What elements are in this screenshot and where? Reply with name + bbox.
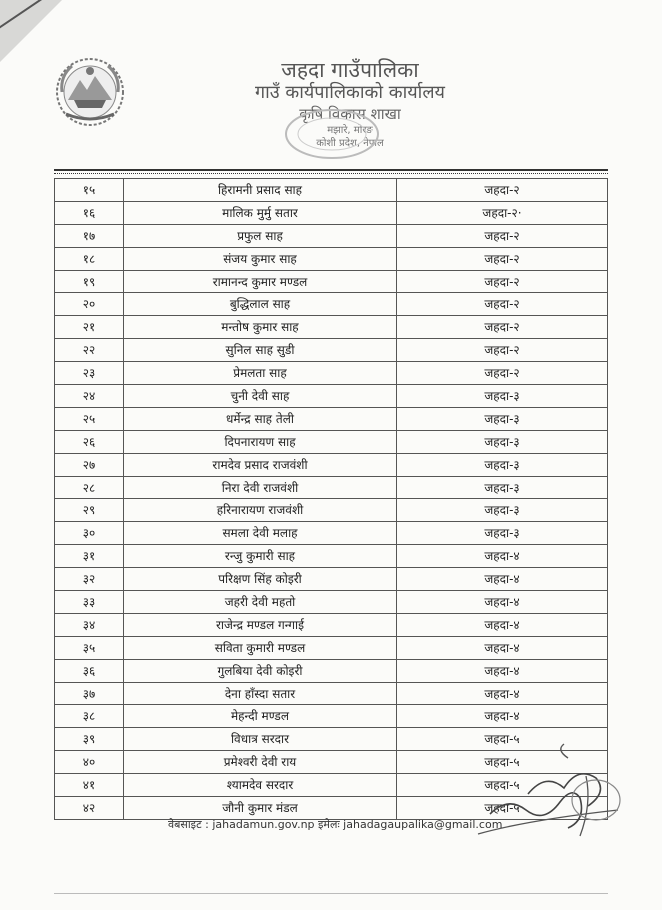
ward-address: जहदा-३ <box>397 430 608 453</box>
table-row <box>55 201 608 224</box>
beneficiary-name: परिक्षण सिंह कोइरी <box>124 568 397 591</box>
row-number: २२ <box>55 339 124 362</box>
row-number: ३८ <box>55 705 124 728</box>
row-number: ३३ <box>55 591 124 614</box>
municipality-name: जहदा गाउँपालिका <box>281 58 419 82</box>
beneficiary-name: मेहन्दी मण्डल <box>124 705 397 728</box>
table-row <box>55 339 608 362</box>
beneficiary-name: हरिनारायण राजवंशी <box>124 499 397 522</box>
table-row <box>55 568 608 591</box>
beneficiary-name: रामानन्द कुमार मण्डल <box>124 270 397 293</box>
office-name: गाउँ कार्यपालिकाको कार्यालय <box>255 82 445 103</box>
beneficiary-name: संजय कुमार साह <box>124 247 397 270</box>
ward-address: जहदा-२ <box>397 270 608 293</box>
ward-address: जहदा-४ <box>397 568 608 591</box>
row-number: २७ <box>55 453 124 476</box>
beneficiary-name: प्रफुल साह <box>124 224 397 247</box>
table-row <box>55 545 608 568</box>
beneficiary-name: मालिक मुर्मु सतार <box>124 201 397 224</box>
beneficiary-name: गुलबिया देवी कोइरी <box>124 659 397 682</box>
row-number: १९ <box>55 270 124 293</box>
beneficiary-name: समला देवी मलाह <box>124 522 397 545</box>
address-line-2: कोशी प्रदेश, नेपाल <box>316 138 384 149</box>
table-row <box>55 591 608 614</box>
ward-address: जहदा-४ <box>397 613 608 636</box>
beneficiary-name: श्यामदेव सरदार <box>124 774 397 797</box>
beneficiary-table <box>54 178 608 820</box>
table-row <box>55 247 608 270</box>
row-number: ४० <box>55 751 124 774</box>
beneficiary-name: प्रमेश्वरी देवी राय <box>124 751 397 774</box>
beneficiary-name: प्रेमलता साह <box>124 362 397 385</box>
row-number: ४१ <box>55 774 124 797</box>
ward-address: जहदा-४ <box>397 682 608 705</box>
beneficiary-name: जौनी कुमार मंडल <box>124 797 397 820</box>
table-row <box>55 270 608 293</box>
row-number: ३२ <box>55 568 124 591</box>
ward-address: जहदा-२ <box>397 179 608 202</box>
beneficiary-name: मन्तोष कुमार साह <box>124 316 397 339</box>
table-row <box>55 224 608 247</box>
ward-address: जहदा-२ <box>397 339 608 362</box>
ward-address: जहदा-३ <box>397 453 608 476</box>
table-row <box>55 476 608 499</box>
table-row <box>55 499 608 522</box>
row-number: १६ <box>55 201 124 224</box>
row-number: २८ <box>55 476 124 499</box>
header-rule <box>54 169 608 171</box>
ward-address: जहदा-२ <box>397 362 608 385</box>
beneficiary-name: देना हाँस्दा सतार <box>124 682 397 705</box>
ward-address: जहदा-४ <box>397 591 608 614</box>
row-number: १८ <box>55 247 124 270</box>
row-number: ३९ <box>55 728 124 751</box>
table-row <box>55 407 608 430</box>
table-row <box>55 705 608 728</box>
row-number: ३० <box>55 522 124 545</box>
table-row <box>55 682 608 705</box>
footer-contact: वेबसाइट : jahadamun.gov.np इमेलः jahadagaupalika@gmail.com <box>168 818 503 831</box>
ward-address: जहदा-४ <box>397 705 608 728</box>
beneficiary-name: सुनिल साह सुडी <box>124 339 397 362</box>
beneficiary-name: बुद्धिलाल साह <box>124 293 397 316</box>
ward-address: जहदा-३ <box>397 385 608 408</box>
ward-address: जहदा-२· <box>397 201 608 224</box>
section-name: कृषि विकास शाखा <box>299 105 401 123</box>
table-row <box>55 179 608 202</box>
ward-address: जहदा-३ <box>397 476 608 499</box>
table-body <box>55 179 608 820</box>
beneficiary-name: जहरी देवी महतो <box>124 591 397 614</box>
row-number: १७ <box>55 224 124 247</box>
ward-address: जहदा-४ <box>397 659 608 682</box>
table-row <box>55 613 608 636</box>
header-rule-dotted <box>54 173 608 174</box>
ward-address: जहदा-५ <box>397 774 608 797</box>
ward-address: जहदा-२ <box>397 293 608 316</box>
row-number: २१ <box>55 316 124 339</box>
beneficiary-name: धर्मेन्द्र साह तेली <box>124 407 397 430</box>
beneficiary-name: निरा देवी राजवंशी <box>124 476 397 499</box>
page-fold-corner <box>0 0 62 62</box>
row-number: २० <box>55 293 124 316</box>
row-number: २४ <box>55 385 124 408</box>
ward-address: जहदा-२ <box>397 224 608 247</box>
table-row <box>55 293 608 316</box>
row-number: ३५ <box>55 636 124 659</box>
table-row <box>55 316 608 339</box>
ward-address: जहदा-३ <box>397 499 608 522</box>
ward-address: जहदा-५ <box>397 728 608 751</box>
ward-address: जहदा-२ <box>397 316 608 339</box>
ward-address: जहदा-२ <box>397 247 608 270</box>
beneficiary-name: चुनी देवी साह <box>124 385 397 408</box>
row-number: ४२ <box>55 797 124 820</box>
address-line-1: मझारे, मोरङ <box>327 125 373 136</box>
beneficiary-name: रामदेव प्रसाद राजवंशी <box>124 453 397 476</box>
beneficiary-name: रन्जु कुमारी साह <box>124 545 397 568</box>
table-row <box>55 636 608 659</box>
beneficiary-name: राजेन्द्र मण्डल गन्गाई <box>124 613 397 636</box>
beneficiary-name: विधात्र सरदार <box>124 728 397 751</box>
table-row <box>55 362 608 385</box>
ward-address: जहदा-३ <box>397 522 608 545</box>
row-number: २६ <box>55 430 124 453</box>
ward-address: जहदा-५ <box>397 751 608 774</box>
row-number: ३६ <box>55 659 124 682</box>
row-number: २५ <box>55 407 124 430</box>
ward-address: जहदा-४ <box>397 545 608 568</box>
ward-address: जहदा-३ <box>397 407 608 430</box>
row-number: १५ <box>55 179 124 202</box>
ward-address: जहदा-५ <box>397 797 608 820</box>
office-stamp-icon <box>272 100 392 162</box>
table-row <box>55 522 608 545</box>
row-number: ३१ <box>55 545 124 568</box>
ward-address: जहदा-४ <box>397 636 608 659</box>
beneficiary-name: सविता कुमारी मण्डल <box>124 636 397 659</box>
page-bottom-rule <box>54 893 608 894</box>
table-row <box>55 430 608 453</box>
table-row <box>55 453 608 476</box>
row-number: ३७ <box>55 682 124 705</box>
table-row <box>55 385 608 408</box>
table-row <box>55 659 608 682</box>
beneficiary-name: दिपनारायण साह <box>124 430 397 453</box>
row-number: २९ <box>55 499 124 522</box>
row-number: ३४ <box>55 613 124 636</box>
nepal-emblem-icon <box>54 56 126 128</box>
row-number: २३ <box>55 362 124 385</box>
beneficiary-name: हिरामनी प्रसाद साह <box>124 179 397 202</box>
